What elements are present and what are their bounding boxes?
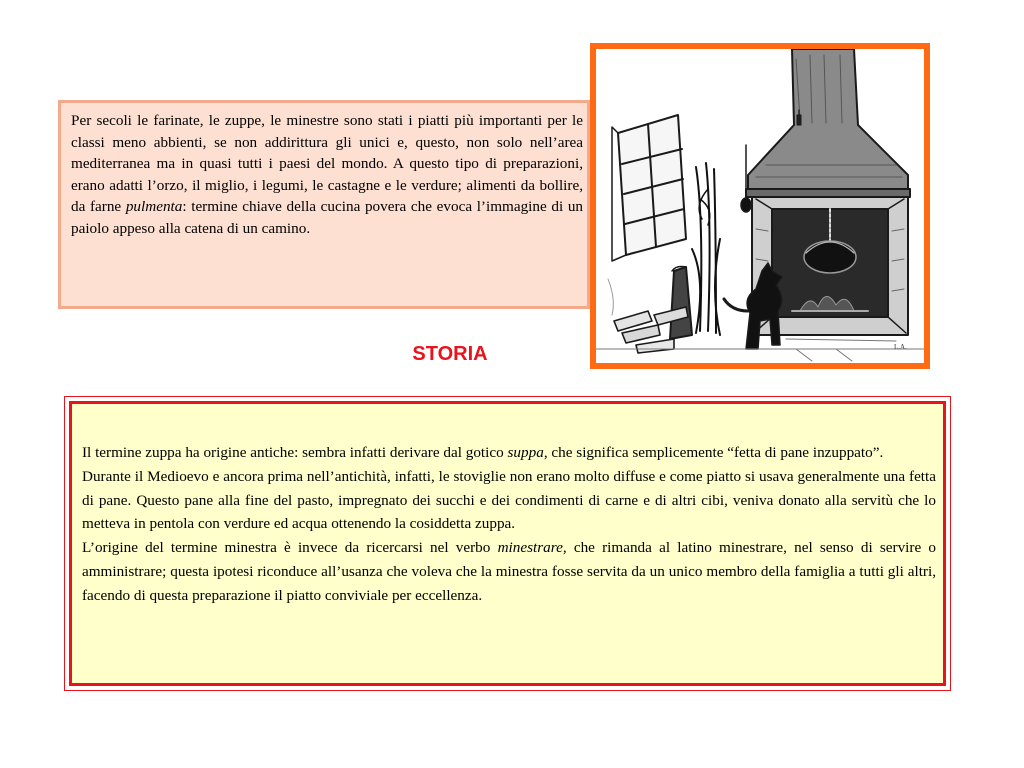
story-paragraph-2: Durante il Medioevo e ancora prima nell’antichità, infatti, le stoviglie non erano molto diffuse e come piatto si usava generalmente una fetta di pane. Questo pane alla fine del pasto, impregnato dei succhi e dei condimenti di carne e di altri cibi, veniva donato alla servitù che lo metteva in pentola con verdure ed acqua ottenendo la cosiddetta zuppa.	[82, 467, 936, 533]
story-paragraph-1-text: Il termine zuppa ha origine antiche: sembra infatti derivare dal gotico	[82, 444, 508, 461]
story-paragraph-3	[82, 536, 936, 607]
story-term-suppa: suppa	[507, 444, 544, 461]
story-box-outer	[64, 396, 951, 691]
illustration-signature: L.A.	[894, 343, 907, 351]
intro-term-pulmenta: pulmenta	[125, 198, 183, 216]
story-paragraph-1	[82, 441, 936, 465]
jug-drawing	[670, 267, 692, 340]
story-paragraph-3-end: , che rimanda al latino minestrare, nel senso di servire o amministrare; questa ipotesi riconduce all’usanza che voleva che la minestra fosse servita da un unico membro della famiglia a tutti gli altri, facendo di questa preparazione il piatto conviviale per eccellenza.	[82, 539, 936, 604]
fireplace-illustration-frame	[590, 43, 930, 369]
window-drawing	[612, 115, 686, 261]
intro-text: Per secoli le farinate, le zuppe, le minestre sono stati i piatti più importanti per le classi meno abbienti, se non addirittura gli unici e, questo, non solo nell’area mediterranea ma in quasi tutti i paesi del mondo. A questo tipo di preparazioni, erano adatti l’orzo, il miglio, i legumi, le castagne e le verdure; alimenti da bollire, da farne	[71, 112, 583, 216]
chimney-hood-drawing	[746, 49, 910, 197]
section-title: STORIA	[412, 343, 488, 365]
story-term-minestrare: minestrare	[497, 539, 563, 557]
intro-text-end: : termine chiave della cucina povera che evoca l’immagine di un paiolo appeso alla catena di un camino.	[71, 198, 584, 237]
broom-drawing	[692, 163, 720, 335]
story-text-box	[69, 401, 946, 686]
story-paragraph-3-text: L’origine del termine minestra è invece da ricercarsi nel verbo	[82, 539, 498, 557]
story-paragraph-1-end: , che significa semplicemente “fetta di pane inzuppato”.	[543, 444, 884, 461]
fireplace-illustration	[596, 49, 924, 363]
intro-text-box	[58, 100, 590, 309]
